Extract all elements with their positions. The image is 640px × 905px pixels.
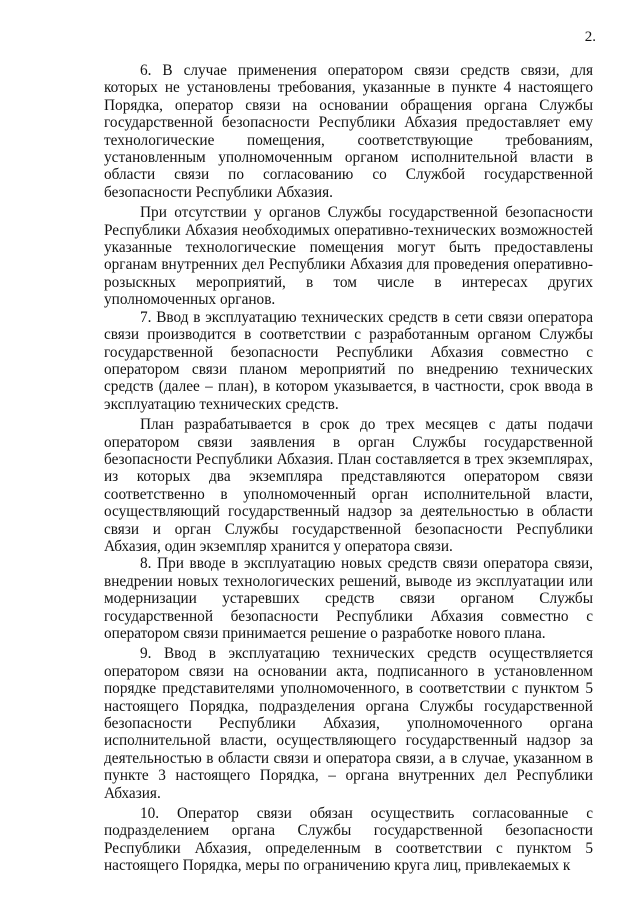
- document-body: [104, 62, 593, 875]
- paragraph-9: 9. Ввод в эксплуатацию технических средств осуществляется оператором связи на основании акта, подписанного в установленном порядке представителями уполномоченного, в соответствии с пунктом 5 настоящего Порядка, подразделения органа Службы государственной безопасности Республики Абхазия, уполномоченного органа исполнительной власти, осуществляющего государственный надзор за деятельностью в области связи и оператора связи, а в случае, указанном в пункте 3 настоящего Порядка, – органа внутренних дел Республики Абхазия.: [104, 645, 593, 802]
- paragraph-10: 10. Оператор связи обязан осуществить согласованные с подразделением органа Службы государственной безопасности Республики Абхазия, определенным в соответствии с пунктом 5 настоящего Порядка, меры по ограничению круга лиц, привлекаемых к: [104, 805, 593, 875]
- paragraph-8: 8. При вводе в эксплуатацию новых средств связи оператора связи, внедрении новых технологических решений, выводе из эксплуатации или модернизации устаревших средств связи органом Службы государственной безопасности Республики Абхазия совместно с оператором связи принимается решение о разработке нового плана.: [104, 555, 593, 642]
- paragraph-7-plan: План разрабатывается в срок до трех месяцев с даты подачи оператором связи заявления в орган Службы государственной безопасности Республики Абхазия. План составляется в трех экземплярах, из которых два экземпляра представляются оператором связи соответственно в уполномоченный орган исполнительной власти, осуществляющий государственный надзор за деятельностью в области связи и орган Службы государственной безопасности Республики Абхазия, один экземпляр хранится у оператора связи.: [104, 416, 593, 555]
- paragraph-6: 6. В случае применения оператором связи средств связи, для которых не установлены требования, указанные в пункте 4 настоящего Порядка, оператор связи на основании обращения органа Службы государственной безопасности Республики Абхазия предоставляет ему технологические помещения, соответствующие требованиям, установленным уполномоченным органом исполнительной власти в области связи по согласованию со Службой государственной безопасности Республики Абхазия.: [104, 62, 593, 201]
- page-number: 2.: [584, 29, 596, 45]
- paragraph-6-continuation: При отсутствии у органов Службы государственной безопасности Республики Абхазия необходимых оперативно-технических возможностей указанные технологические помещения могут быть предоставлены органам внутренних дел Республики Абхазия для проведения оперативно-розыскных мероприятий, в том числе в интересах других уполномоченных органов.: [104, 204, 593, 309]
- paragraph-7: 7. Ввод в эксплуатацию технических средств в сети связи оператора связи производится в соответствии с разработанным органом Службы государственной безопасности Республики Абхазия совместно с оператором связи планом мероприятий по внедрению технических средств (далее – план), в котором указывается, в частности, срок ввода в эксплуатацию технических средств.: [104, 308, 593, 413]
